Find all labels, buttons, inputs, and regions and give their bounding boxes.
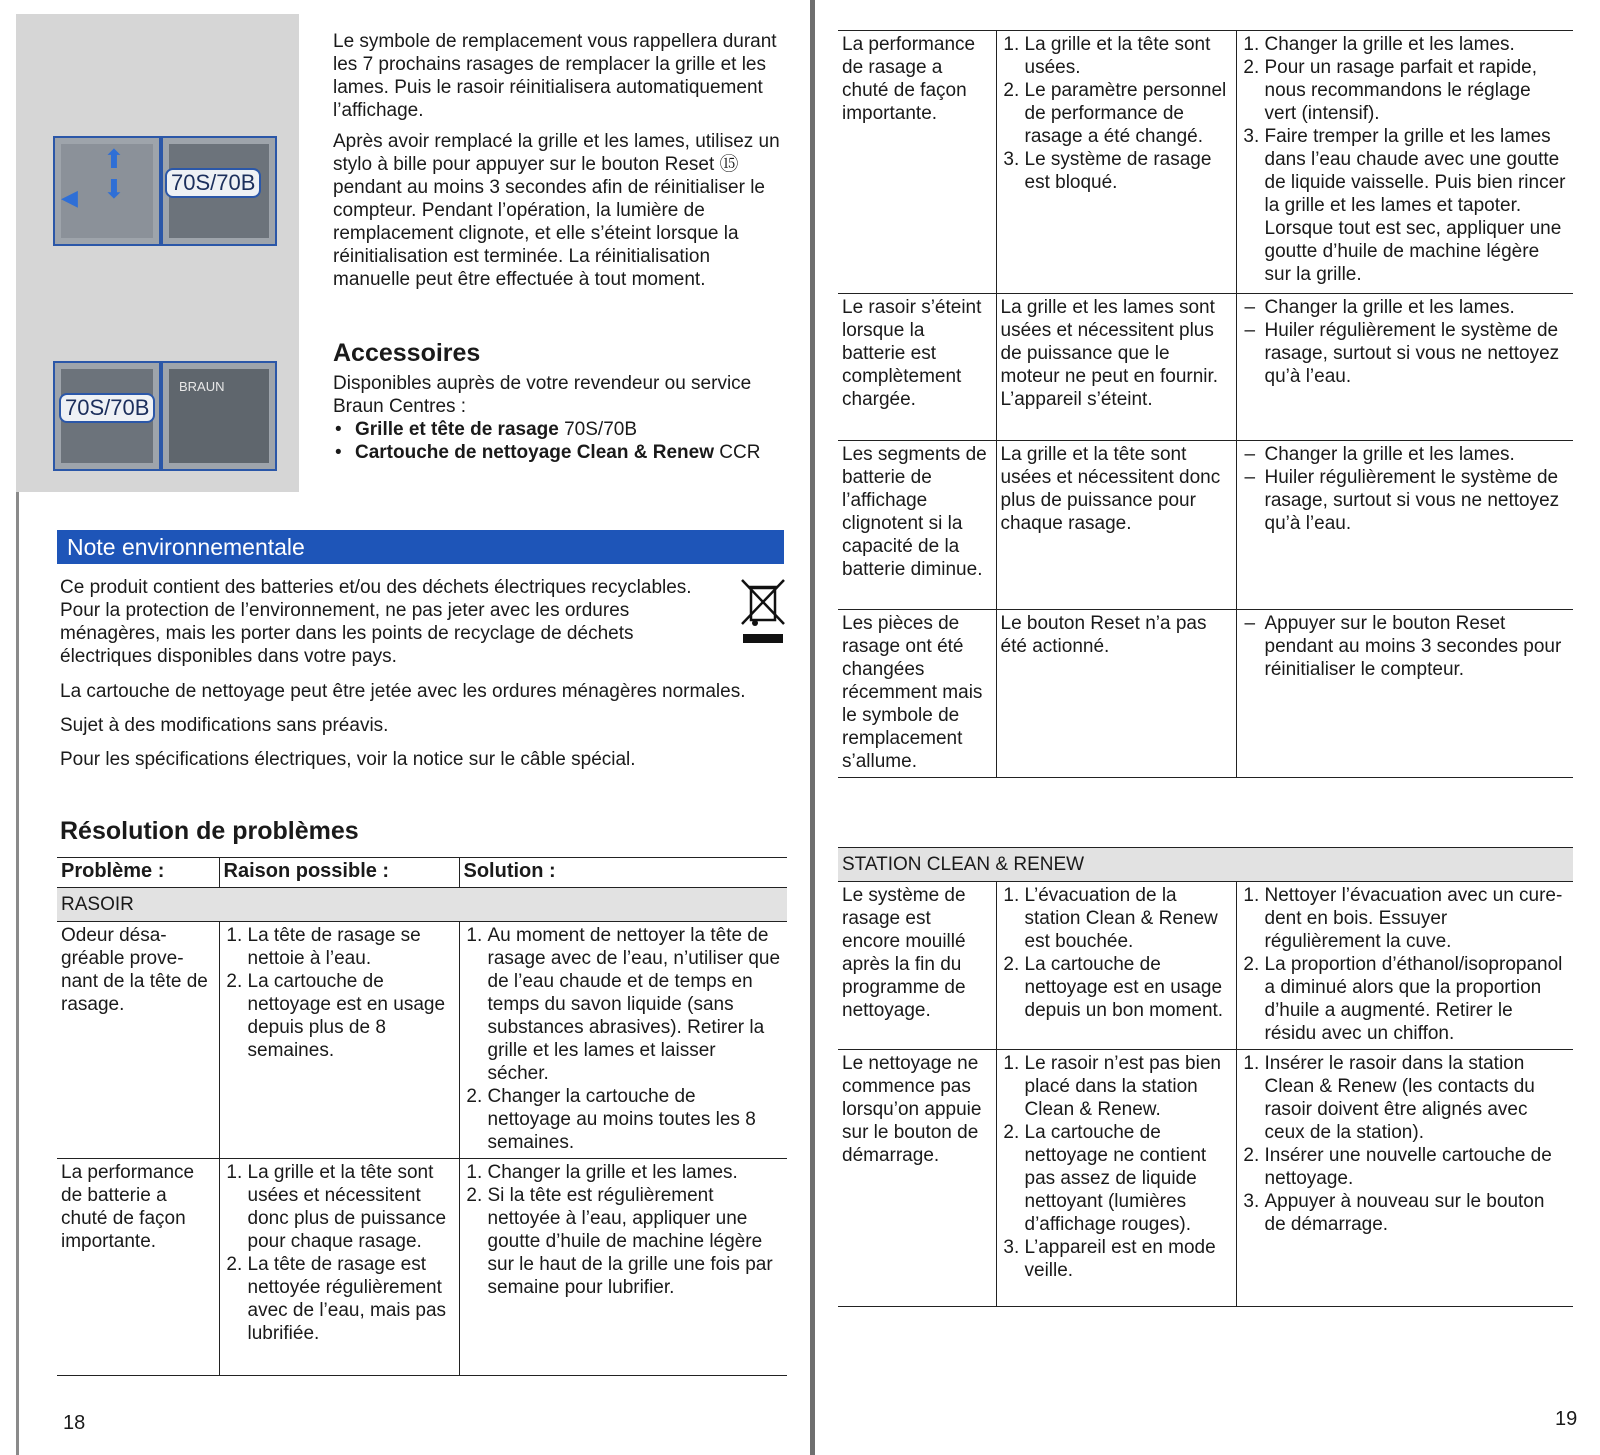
right-page (815, 0, 1600, 1455)
table-row (838, 610, 1573, 778)
cartridge-disposal-text: La cartouche de nettoyage peut être jetée avec les ordures ménagères normales. (60, 681, 746, 702)
table-row (838, 882, 1573, 1050)
table-row (838, 1050, 1573, 1307)
category-razor: RASOIR (57, 888, 787, 922)
reset-paragraph: Après avoir remplacé la grille et les lames, utilisez un stylo à bille pour appuyer sur le bouton Reset ⑮ pendant au moins 3 secondes afin de réinitialiser le compteur. Pendant l’opération, la lumière de remplacement clignote, et elle s’éteint lorsque la réinitialisation est terminée. La réinitialisation manuelle peut être effectuée à tout moment. (333, 131, 780, 290)
reason-cell: La grille et les lames sont usées et nécessitent plus de puissance que le moteur ne peut en fournir. L’appareil s’éteint. (996, 294, 1236, 441)
accessories-list (333, 418, 783, 464)
intro-paragraph: Le symbole de remplacement vous rappellera durant les 7 prochains rasages de remplacer la grille et les lames. Puis le rasoir réinitialisera automatiquement l’affichage. (333, 31, 777, 121)
solution-cell: – Changer la grille et les lames. – Huiler régulièrement le système de rasage, surtout si vous ne nettoyez qu’à l’eau. (1236, 294, 1573, 441)
arrow-down-icon: ⬇ (103, 174, 125, 204)
solution-cell: 1. Changer la grille et les lames. 2. Pour un rasage parfait et rapide, nous recommandons le réglage vert (intensif). 3. Faire tremper la grille et les lames dans l’eau chaude avec une goutte de liquide vaisselle. Puis bien rincer la grille et les lames et tapoter. Lorsque tout est sec, appliquer une goutte d’huile de machine légère sur la grille. (1236, 31, 1573, 294)
page-edge (16, 490, 19, 1455)
table-header (57, 858, 787, 888)
environment-paragraph: Ce produit contient des batteries et/ou des déchets électriques recyclables. Pour la protection de l’environnement, ne pas jeter avec les ordures ménagères, mais les porter dans les points de recyclage de déchets électriques disponibles dans votre pays. (60, 577, 692, 667)
troubleshooting-table-left (57, 857, 787, 1376)
problem-cell: Le nettoyage ne commence pas lorsqu’on appuie sur le bouton de démarrage. (838, 1050, 996, 1307)
reason-cell: Le bouton Reset n’a pas été actionné. (996, 610, 1236, 778)
shaver-head-removal-image (53, 136, 161, 246)
environment-text (60, 576, 725, 676)
foil-pack-image (53, 361, 161, 471)
problem-cell: La performance de batterie a chuté de façon importante. (57, 1159, 219, 1376)
reason-cell: 1. La grille et la tête sont usées. 2. Le paramètre personnel de performance de rasage a été changé. 3. Le système de rasage est bloqué. (996, 31, 1236, 294)
table-row (57, 922, 787, 1159)
replacement-part-image (161, 136, 277, 246)
reason-cell: La grille et la tête sont usées et nécessitent donc plus de puissance pour chaque rasage. (996, 441, 1236, 610)
list-item: • Grille et tête de rasage 70S/70B (333, 418, 783, 441)
page-number-right: 19 (1555, 1408, 1578, 1430)
category-station: STATION CLEAN & RENEW (838, 848, 1573, 882)
problem-cell: Le système de rasage est encore mouillé après la fin du programme de nettoyage. (838, 882, 996, 1050)
problem-cell: Odeur désa-gréable prove-nant de la tête de rasage. (57, 922, 219, 1159)
part-label: 70S/70B (59, 393, 155, 423)
illustration-panel (16, 14, 299, 492)
solution-cell: – Appuyer sur le bouton Reset pendant au moins 3 secondes pour réinitialiser le compteur. (1236, 610, 1573, 778)
troubleshooting-title: Résolution de problèmes (60, 817, 359, 845)
replacement-text (333, 30, 783, 299)
part-label: 70S/70B (165, 168, 261, 198)
brand-logo: BRAUN (179, 379, 225, 394)
solution-cell: 1. Nettoyer l’évacuation avec un cure-dent en bois. Essuyer régulièrement la cuve. 2. La proportion d’éthanol/isopropanol a diminué alors que la proportion d’huile a augmenté. Retirer le résidu avec un chiffon. (1236, 882, 1573, 1050)
list-item: • Cartouche de nettoyage Clean & Renew CCR (333, 441, 783, 464)
accessories-intro: Disponibles auprès de votre revendeur ou service Braun Centres : (333, 373, 752, 417)
electrical-spec-note: Pour les spécifications électriques, voir la notice sur le câble spécial. (60, 749, 636, 770)
accessories-section (333, 338, 783, 464)
problem-cell: Le rasoir s’éteint lorsque la batterie est complètement chargée. (838, 294, 996, 441)
reason-cell: 1. L’évacuation de la station Clean & Renew est bouchée. 2. La cartouche de nettoyage est en usage depuis un bon moment. (996, 882, 1236, 1050)
category-row (838, 848, 1573, 882)
header-solution: Solution : (459, 858, 787, 888)
modification-notice: Sujet à des modifications sans préavis. (60, 715, 389, 736)
table-row (57, 1159, 787, 1376)
table-row (838, 441, 1573, 610)
environment-banner: Note environnementale (57, 530, 784, 564)
category-row (57, 888, 787, 922)
solution-cell: 1. Insérer le rasoir dans la station Clean & Renew (les contacts du rasoir doivent être alignés avec ceux de la station). 2. Insérer une nouvelle cartouche de nettoyage. 3. Appuyer à nouveau sur le bouton de démarrage. (1236, 1050, 1573, 1307)
header-reason: Raison possible : (219, 858, 459, 888)
reason-cell: 1. Le rasoir n’est pas bien placé dans la station Clean & Renew. 2. La cartouche de nettoyage ne contient pas assez de liquide nettoyant (lumières d’affichage rouges). 3. L’appareil est en mode veille. (996, 1050, 1236, 1307)
problem-cell: La performance de rasage a chuté de façon importante. (838, 31, 996, 294)
reason-cell: 1. La tête de rasage se nettoie à l’eau. 2. La cartouche de nettoyage est en usage depuis plus de 8 semaines. (219, 922, 459, 1159)
problem-cell: Les segments de batterie de l’affichage clignotent si la capacité de la batterie diminue. (838, 441, 996, 610)
cartridge-pack-image (161, 361, 277, 471)
header-problem: Problème : (57, 858, 219, 888)
arrow-up-icon: ⬆ (103, 144, 125, 174)
problem-cell: Les pièces de rasage ont été changées récemment mais le symbole de remplacement s’allume. (838, 610, 996, 778)
solution-cell: 1. Au moment de nettoyer la tête de rasage avec de l’eau, n’utiliser que de l’eau chaude et de temps en temps du savon liquide (sans substances abrasives). Retirer la grille et les lames et laisser sécher. 2. Changer la cartouche de nettoyage au moins toutes les 8 semaines. (459, 922, 787, 1159)
table-row (838, 31, 1573, 294)
accessories-title: Accessoires (333, 339, 481, 367)
arrow-left-icon: ◀ (61, 185, 78, 210)
page-number-left: 18 (63, 1412, 86, 1434)
crossed-bin-icon (738, 578, 788, 648)
solution-cell: 1. Changer la grille et les lames. 2. Si la tête est régulièrement nettoyée à l’eau, appliquer une goutte d’huile de machine légère sur le haut de la grille une fois par semaine pour lubrifier. (459, 1159, 787, 1376)
solution-cell: – Changer la grille et les lames. – Huiler régulièrement le système de rasage, surtout si vous ne nettoyez qu’à l’eau. (1236, 441, 1573, 610)
troubleshooting-table-right (838, 30, 1573, 778)
reason-cell: 1. La grille et la tête sont usées et nécessitent donc plus de puissance pour chaque rasage. 2. La tête de rasage est nettoyée régulièrement avec de l’eau, mais pas lubrifiée. (219, 1159, 459, 1376)
station-table (838, 847, 1573, 1307)
table-row (838, 294, 1573, 441)
environment-notes (60, 680, 780, 779)
